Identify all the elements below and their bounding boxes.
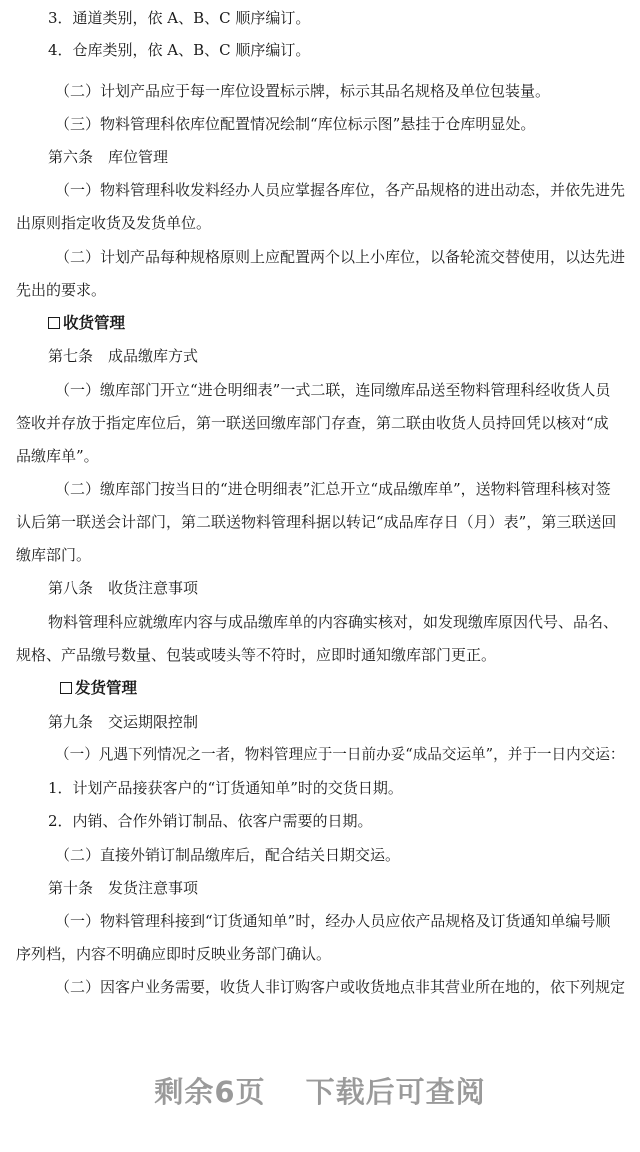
list-item: 2．内销、合作外销订制品、依客户需要的日期。 — [48, 812, 373, 830]
section-heading-shipping: 发货管理 — [0, 678, 640, 698]
paragraph-continuation: 序列档，内容不明确应即时反映业务部门确认。 — [16, 945, 332, 963]
list-item: 4．仓库类别，依 A、B、C 顺序编订。 — [48, 41, 311, 59]
paragraph-continuation: 品缴库单”。 — [16, 447, 99, 465]
paragraph: （二）计划产品应于每一库位设置标示牌，标示其品名规格及单位包装量。 — [55, 82, 551, 100]
checkbox-square-icon — [48, 317, 60, 329]
remaining-pages-text: 剩余6页 — [154, 1075, 266, 1109]
paragraph: （二）直接外销订制品缴库后，配合结关日期交运。 — [55, 846, 401, 864]
article-title: 第七条 成品缴库方式 — [48, 347, 199, 365]
article-title: 第十条 发货注意事项 — [48, 879, 199, 897]
paragraph: （二）缴库部门按当日的“进仓明细表”汇总开立“成品缴库单”，送物料管理科核对签 — [55, 480, 611, 498]
checkbox-square-icon — [60, 682, 72, 694]
paragraph-continuation: 先出的要求。 — [16, 281, 107, 299]
download-prompt-text: 下载后可查阅 — [305, 1075, 486, 1109]
paragraph: （二）因客户业务需要，收货人非订购客户或收货地点非其营业所在地的，依下列规定 — [55, 978, 626, 996]
paragraph-continuation: 出原则指定收货及发货单位。 — [16, 214, 212, 232]
paragraph: （一）缴库部门开立“进仓明细表”一式二联，连同缴库品送至物料管理科经收货人员 — [55, 381, 611, 399]
paragraph-continuation: 签收并存放于指定库位后，第一联送回缴库部门存查，第二联由收货人员持回凭以核对“成 — [16, 414, 609, 432]
paragraph: 物料管理科应就缴库内容与成品缴库单的内容确实核对，如发现缴库原因代号、品名、 — [48, 613, 619, 631]
paragraph: （一）物料管理科收发料经办人员应掌握各库位，各产品规格的进出动态，并依先进先 — [55, 181, 626, 199]
remaining-pages-banner[interactable] — [0, 1070, 640, 1111]
paragraph-continuation: 规格、产品缴号数量、包装或唛头等不符时，应即时通知缴库部门更正。 — [16, 646, 497, 664]
article-title: 第九条 交运期限控制 — [48, 713, 199, 731]
paragraph: （二）计划产品每种规格原则上应配置两个以上小库位，以备轮流交替使用，以达先进 — [55, 248, 626, 266]
list-item: 1．计划产品接获客户的“订货通知单”时的交货日期。 — [48, 779, 403, 797]
article-title: 第八条 收货注意事项 — [48, 579, 199, 597]
paragraph: （一）凡遇下列情况之一者，物料管理应于一日前办妥“成品交运单”，并于一日内交运： — [55, 746, 625, 763]
paragraph-continuation: 认后第一联送会计部门，第二联送物料管理科据以转记“成品库存日（月）表”，第三联送回 — [16, 513, 617, 531]
paragraph-continuation: 缴库部门。 — [16, 546, 92, 564]
paragraph: （一）物料管理科接到“订货通知单”时，经办人员应依产品规格及订货通知单编号顺 — [55, 912, 611, 930]
article-title: 第六条 库位管理 — [48, 148, 169, 166]
list-item: 3．通道类别，依 A、B、C 顺序编订。 — [48, 9, 311, 27]
paragraph: （三）物料管理科依库位配置情况绘制“库位标示图”悬挂于仓库明显处。 — [55, 115, 536, 133]
section-heading-receiving: 收货管理 — [0, 313, 640, 333]
